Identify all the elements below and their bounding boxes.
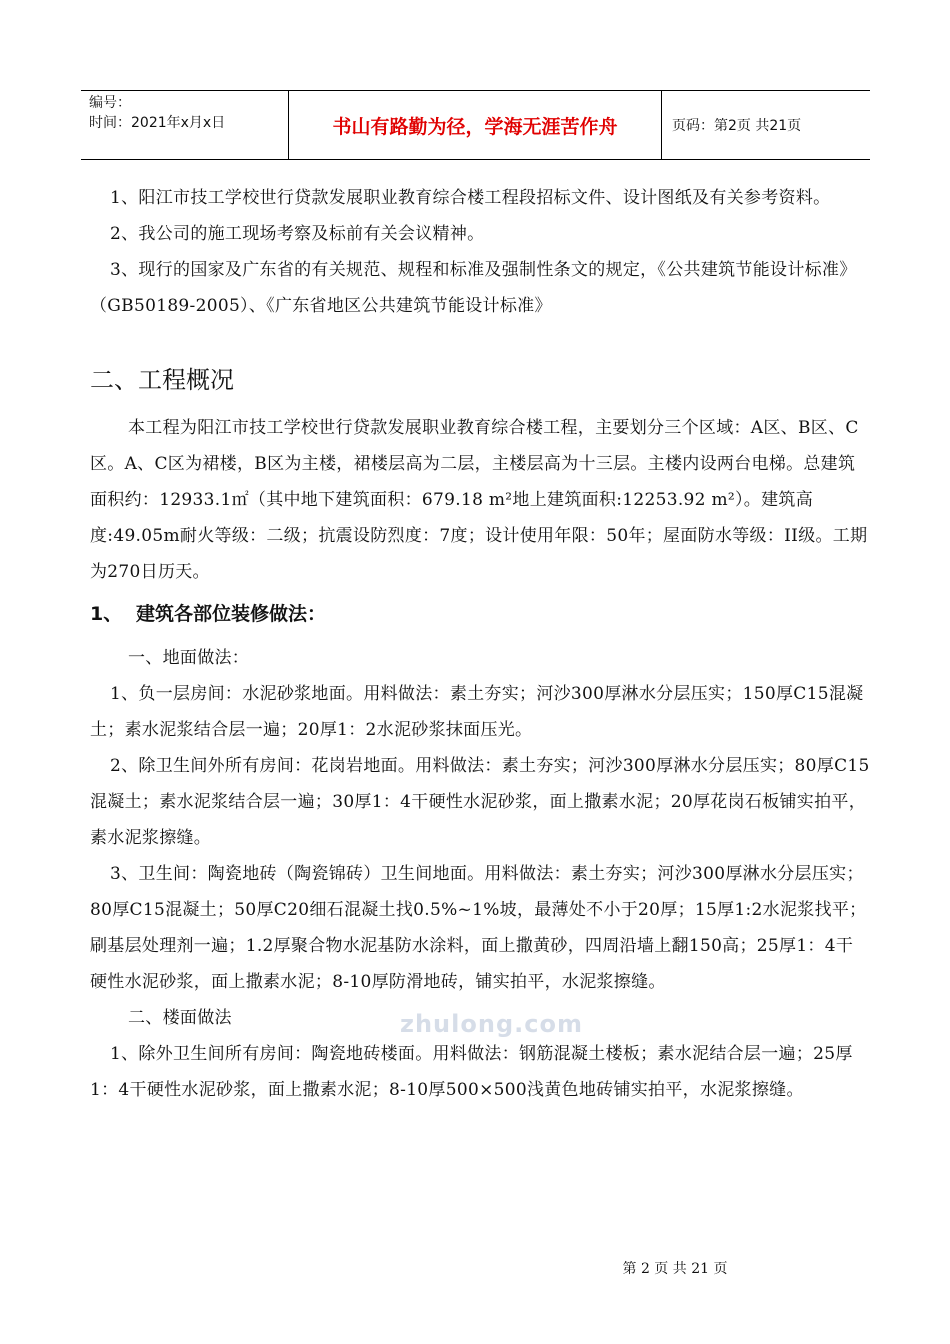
subsection-title: 建筑各部位装修做法： — [136, 603, 327, 625]
header-motto: 书山有路勤为径，学海无涯苦作舟 — [289, 91, 662, 159]
basis-item: 2、我公司的施工现场考察及标前有关会议精神。 — [110, 224, 485, 244]
section-heading: 二、工程概况 — [90, 366, 234, 394]
subsection-number: 1、 — [90, 603, 123, 625]
page-footer: 第 2 页 共 21 页 — [622, 1261, 728, 1277]
overview-paragraph: 本工程为阳江市技工学校世行贷款发展职业教育综合楼工程，主要划分三个区域：A区、B区、C区。A、C区为裙楼，B区为主楼，裙楼层高为二层，主楼层高为十三层。主楼内设两台电梯。总建筑面积约：12933.1㎡（其中地下建筑面积：679.18 m²地上建筑面积:12253.92 m²）。建筑高度:49.05m耐火等级：二级；抗震设防烈度：7度；设计使用年限：50年；屋面防水等级：II级。工期为270日历天。 — [90, 418, 868, 582]
document-code-label: 编号： — [89, 95, 131, 111]
document-date: 时间：2021年x月x日 — [89, 115, 226, 131]
subsection-heading — [90, 594, 870, 634]
header-page-info: 页码：第2页 共21页 — [672, 118, 802, 134]
page-header — [81, 90, 870, 160]
document-body — [90, 180, 870, 1108]
floor-method-item: 2、除卫生间外所有房间：花岗岩地面。用料做法：素土夯实；河沙300厚淋水分层压实；80厚C15混凝土；素水泥浆结合层一遍；30厚1：4干硬性水泥砂浆，面上撒素水泥；20厚花岗石板铺实拍平，素水泥浆擦缝。 — [90, 756, 870, 848]
basis-item: 3、现行的国家及广东省的有关规范、规程和标准及强制性条文的规定，《公共建筑节能设计标准》（GB50189-2005）、《广东省地区公共建筑节能设计标准》 — [90, 260, 857, 316]
header-meta — [81, 91, 289, 159]
basis-item: 1、阳江市技工学校世行贷款发展职业教育综合楼工程段招标文件、设计图纸及有关参考资料。 — [110, 188, 831, 208]
upper-floor-methods-title: 二、楼面做法 — [128, 1008, 232, 1028]
floor-methods-title: 一、地面做法： — [128, 648, 250, 668]
floor-method-item: 1、负一层房间：水泥砂浆地面。用料做法：素土夯实；河沙300厚淋水分层压实；150厚C15混凝土；素水泥浆结合层一遍；20厚1：2水泥砂浆抹面压光。 — [90, 684, 864, 740]
upper-floor-method-item: 1、除外卫生间所有房间：陶瓷地砖楼面。用料做法：钢筋混凝土楼板；素水泥结合层一遍；25厚1：4干硬性水泥砂浆，面上撒素水泥；8-10厚500×500浅黄色地砖铺实拍平，水泥浆擦缝。 — [90, 1044, 853, 1100]
floor-method-item: 3、卫生间：陶瓷地砖（陶瓷锦砖）卫生间地面。用料做法：素土夯实；河沙300厚淋水分层压实；80厚C15混凝土；50厚C20细石混凝土找0.5%~1%坡，最薄处不小于20厚；15厚1:2水泥浆找平；刷基层处理剂一遍；1.2厚聚合物水泥基防水涂料，面上撒黄砂，四周沿墙上翻150高；25厚1：4干硬性水泥砂浆，面上撒素水泥；8-10厚防滑地砖，铺实拍平，水泥浆擦缝。 — [90, 864, 867, 992]
watermark: zhulong.com — [400, 1010, 583, 1038]
